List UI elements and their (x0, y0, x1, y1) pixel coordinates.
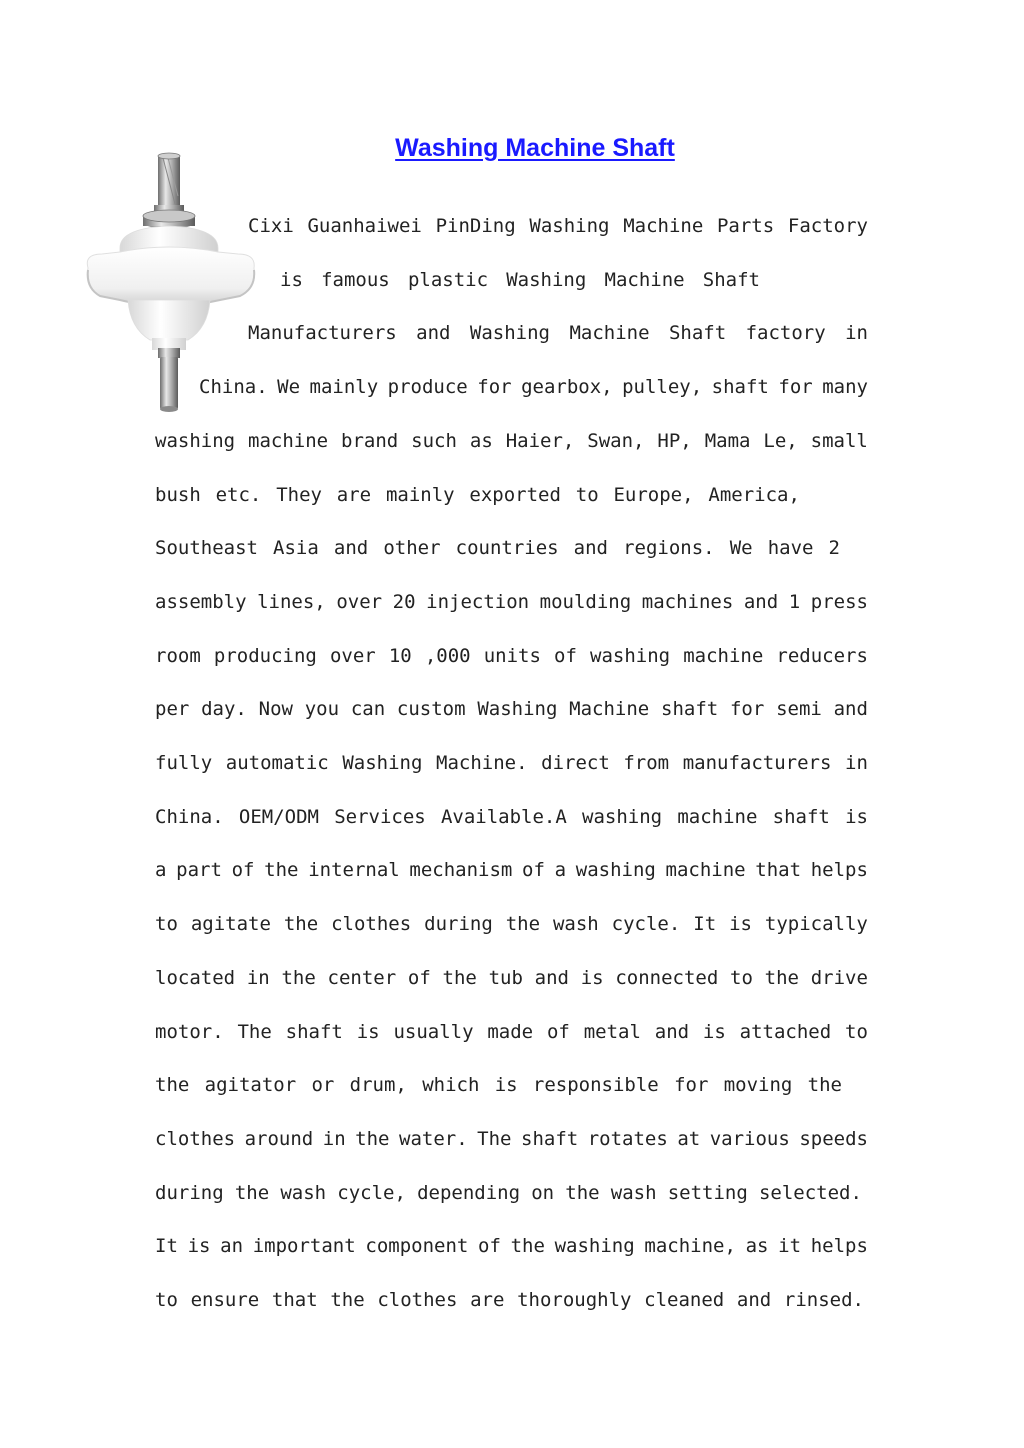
text-line: per day. Now you can custom Washing Machine shaft for semi and (155, 698, 868, 721)
text-line: during the wash cycle, depending on the wash setting selected. (155, 1181, 862, 1204)
text-line: Manufacturers and Washing Machine Shaft factory in (248, 322, 868, 345)
text-line: to agitate the clothes during the wash cycle. It is typically (155, 913, 868, 936)
text-line: motor. The shaft is usually made of metal and is attached to (155, 1020, 868, 1043)
text-line: fully automatic Washing Machine. direct from manufacturers in (155, 752, 868, 774)
text-line: Southeast Asia and other countries and regions. We have 2 (155, 537, 840, 560)
text-line: China. We mainly produce for gearbox, pulley, shaft for many (199, 376, 868, 399)
text-line: bush etc. They are mainly exported to Europe, America, (155, 483, 800, 506)
text-line: room producing over 10 ,000 units of washing machine reducers (155, 644, 868, 667)
text-line: It is an important component of the washing machine, as it helps (155, 1235, 868, 1258)
text-line: China. OEM/ODM Services Available.A washing machine shaft is (155, 805, 868, 828)
text-line: assembly lines, over 20 injection moulding machines and 1 press (155, 590, 868, 613)
page-title[interactable]: Washing Machine Shaft (395, 134, 675, 162)
text-line: to ensure that the clothes are thoroughly cleaned and rinsed. (155, 1289, 864, 1311)
text-line: located in the center of the tub and is connected to the drive (155, 966, 868, 989)
text-line: the agitator or drum, which is responsible for moving the (155, 1074, 842, 1097)
text-line: clothes around in the water. The shaft rotates at various speeds (155, 1127, 868, 1150)
text-line: Cixi Guanhaiwei PinDing Washing Machine Parts Factory (248, 215, 868, 237)
text-line: is famous plastic Washing Machine Shaft (280, 268, 760, 291)
text-line: a part of the internal mechanism of a washing machine that helps (155, 859, 868, 882)
text-line: washing machine brand such as Haier, Swan, HP, Mama Le, small (155, 429, 868, 452)
